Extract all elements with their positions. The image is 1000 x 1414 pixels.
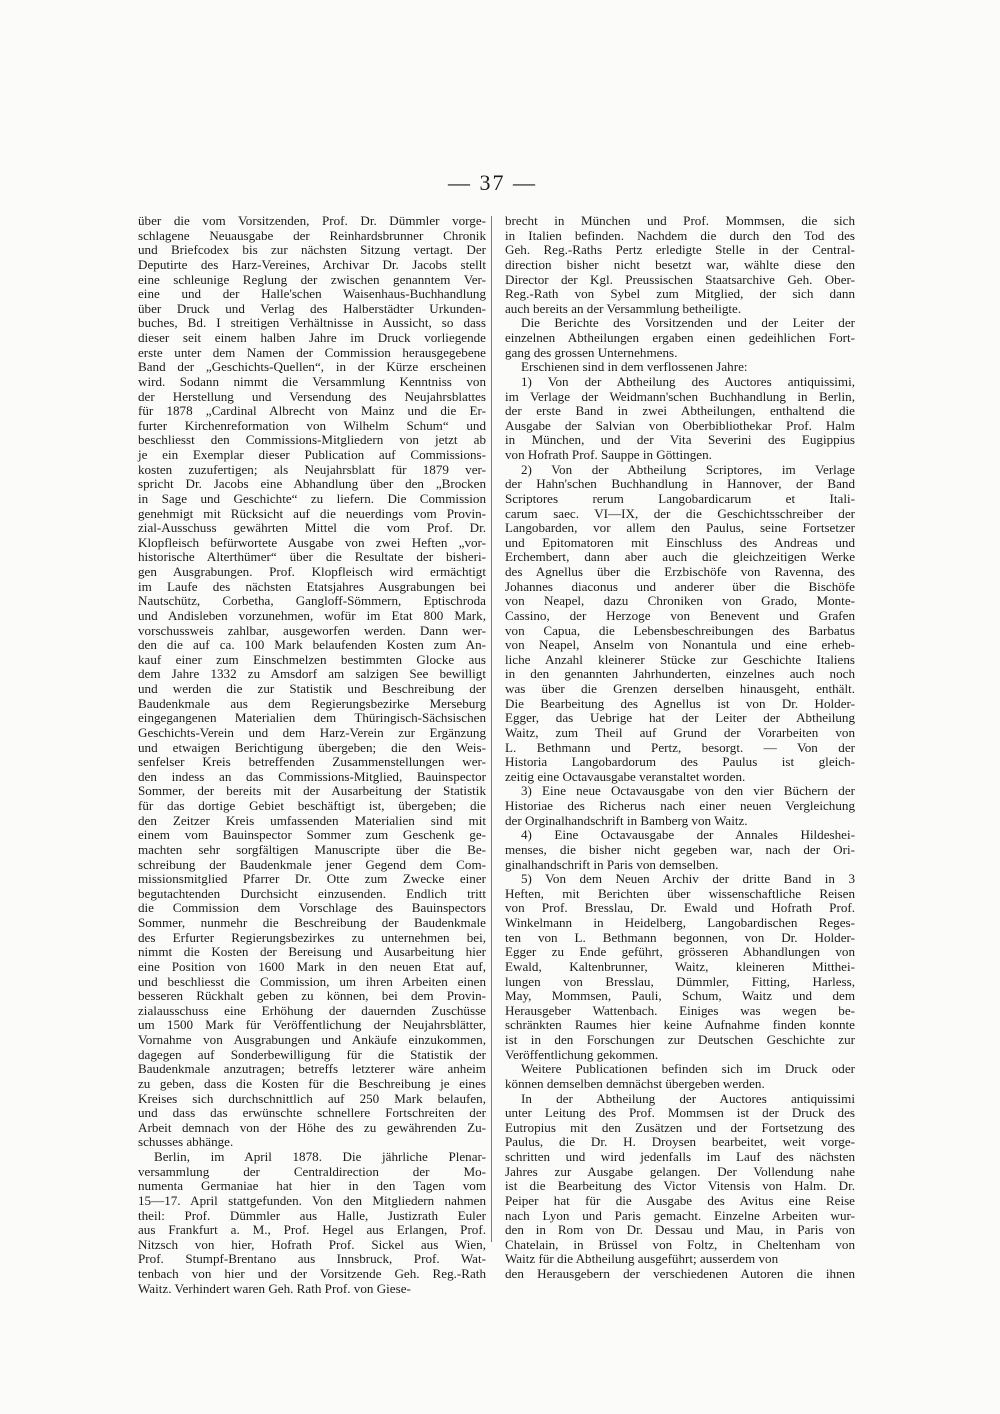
text-line: Ewald, Kaltenbrunner, Waitz, kleineren Mitthei- <box>505 958 855 974</box>
text-line: von Neapel, dazu Chroniken von Grado, Monte- <box>505 593 855 609</box>
text-line: Sommer, nunmehr die Beschreibung der Baudenkmale <box>138 915 486 930</box>
text-line: Klopfleisch befürwortete Ausgabe von zwei Heften „vor- <box>138 534 486 550</box>
text-line: kauf einer zum Einschmelzen bestimmten Glocke aus <box>138 651 486 667</box>
text-line: genehmigt mit Rücksicht auf die neuerdings vom Provin- <box>138 505 486 521</box>
text-line: 2) Von der Abtheilung Scriptores, im Verlage <box>521 461 855 477</box>
text-line: im Laufe des nächsten Etatsjahres Ausgrabungen bei <box>138 578 486 594</box>
text-line: und beschliesst die Commission, um ihren Arbeiten einen <box>138 973 486 989</box>
text-line: den in Rom von Dr. Dessau und Mau, in Paris von <box>505 1222 855 1238</box>
text-line: einem vom Bauinspector Sommer zum Geschenk ge- <box>138 827 486 843</box>
text-line: Langobarden, vor allem den Paulus, seine Fortsetzer <box>505 520 855 536</box>
text-line: was über die Grenzen derselben hinausgeht, enthält. <box>505 681 855 696</box>
text-line: dem Jahre 1332 zu Amsdorf am salzigen See bewilligt <box>138 666 486 682</box>
text-line: machten sehr sorgfältigen Manuscripte über die Be- <box>138 841 486 857</box>
text-line: kosten zuzufertigen; als Neujahrsblatt für 1879 ver- <box>138 461 486 477</box>
text-line: der erste Band in zwei Abtheilungen, enthaltend die <box>505 403 855 419</box>
text-line: Kreises sich durchschnittlich auf 250 Mark belaufen, <box>138 1090 486 1106</box>
text-line: 15—17. April stattgefunden. Von den Mitgliedern nahmen <box>138 1192 486 1208</box>
text-line: Eutropius mit den Zusätzen und der Fortsetzung des <box>505 1119 855 1135</box>
text-line: schusses abhänge. <box>138 1134 234 1150</box>
text-line: buches, Bd. I streitigen Verhältnisse in Aussicht, so dass <box>138 315 486 331</box>
text-line: Geh. Reg.-Raths Pertz erledigte Stelle in der Central- <box>505 242 855 258</box>
text-line: ist in den Forschungen zur Deutschen Geschichte zur <box>505 1032 855 1047</box>
text-line: Ausgabe der Salvian von Oberbibliothekar Prof. Halm <box>505 417 855 433</box>
text-line: Vornahme von Ausgrabungen und Ankäufe einzukommen, <box>138 1032 486 1047</box>
text-line: und werden die zur Statistik und Beschreibung der <box>138 681 486 696</box>
text-line: Prof. Stumpf-Brentano aus Innsbruck, Prof. Wat- <box>138 1251 486 1267</box>
text-line: direction bisher nicht besetzt war, wählte diese den <box>505 256 855 272</box>
text-line: Baudenkmale aus dem Regierungsbezirke Merseburg <box>138 695 486 711</box>
text-line: nimmt die Kosten der Bereisung und Ausarbeitung hier <box>138 944 486 960</box>
text-line: Egger, das Uebrige hat der Leiter der Abtheilung <box>505 710 855 726</box>
text-line: Erschienen sind in dem verflossenen Jahre: <box>521 359 748 375</box>
text-line: Nautschütz, Corbetha, Gangloff-Sömmern, Eptischroda <box>138 593 486 609</box>
text-line: gang des grossen Unternehmens. <box>505 344 678 360</box>
text-line: dagegen auf Sonderbewilligung für die Statistik der <box>138 1046 486 1062</box>
text-line: Historiae des Richerus nach einer neuen Vergleichung <box>505 798 855 813</box>
text-line: über die vom Vorsitzenden, Prof. Dr. Dümmler vorge- <box>138 213 486 228</box>
text-line: für 1878 „Cardinal Albrecht von Mainz und die Er- <box>138 403 486 419</box>
text-line: und etwaigen Berichtigung übergeben; die den Weis- <box>138 739 486 755</box>
text-line: von Neapel, Anselm von Nonantula und eine erheb- <box>505 637 855 653</box>
text-line: des Agnellus über die Erzbischöfe von Ravenna, des <box>505 564 855 579</box>
text-line: Cassino, der Herzoge von Benevent und Grafen <box>505 607 855 623</box>
text-line: besseren Rückhalt geben zu können, bei dem Provin- <box>138 988 486 1004</box>
text-line: Jahres zur Ausgabe gelangen. Der Vollendung nahe <box>505 1163 855 1179</box>
text-line: Paulus, die Dr. H. Droysen bearbeitet, weit vorge- <box>505 1134 855 1150</box>
text-line: im Verlage der Weidmann'schen Buchhandlung in Berlin, <box>505 388 855 404</box>
text-line: tenbach von hier und der Vorsitzende Geh. Reg.-Rath <box>138 1266 486 1281</box>
text-line: des Erfurter Regierungsbezirkes zu unternehmen bei, <box>138 929 486 945</box>
text-line: versammlung der Centraldirection der Mo- <box>138 1163 486 1179</box>
text-line: Band der „Geschichts-Quellen“, in der Kürze erscheinen <box>138 359 486 375</box>
text-line: schränkten Raumes hier keine Aufnahme finden konnte <box>505 1017 855 1033</box>
text-line: menses, die bisher nicht gegeben war, nach der Ori- <box>505 841 855 857</box>
text-line: Reg.-Rath von Sybel zum Mitglied, der sich dann <box>505 286 855 302</box>
text-line: um 1500 Mark für Veröffentlichung der Neujahrsblätter, <box>138 1017 486 1033</box>
text-line: furter Kirchenreformation von Wilhelm Schum“ und <box>138 417 486 433</box>
text-line: Heften, mit Berichten über wissenschaftliche Reisen <box>505 885 855 901</box>
text-line: zeitig eine Octavausgabe veranstaltet worden. <box>505 768 746 784</box>
text-line: von Prof. Bresslau, Dr. Ewald und Hofrath Prof. <box>505 900 855 916</box>
text-line: unter Leitung des Prof. Mommsen ist der Druck des <box>505 1105 855 1121</box>
text-line: wird. Sodann nimmt die Versammlung Kenntniss von <box>138 373 486 389</box>
text-line: begutachtenden Durchsicht einzusenden. Endlich tritt <box>138 885 486 901</box>
text-line: Herausgeber Wattenbach. Einiges was wegen be- <box>505 1002 855 1018</box>
text-line: senfelser Kreis betreffenden Zusammenstellungen wer- <box>138 754 486 770</box>
text-line: numenta Germaniae hat hier in den Tagen vom <box>138 1178 486 1194</box>
text-line: Winkelmann in Heidelberg, Langobardischen Reges- <box>505 915 855 930</box>
text-line: eine schleunige Reglung der zwischen genanntem Ver- <box>138 271 486 287</box>
text-line: Waitz, zum Theil auf Grund der Vorarbeiten von <box>505 724 855 740</box>
page-number: — 37 — <box>448 170 537 195</box>
text-line: den Zeitzer Kreis umfassenden Materialien sind mit <box>138 812 486 828</box>
text-line: für das dortige Gebiet beschäftigt ist, übergeben; die <box>138 798 486 813</box>
text-line: Sommer, der bereits mit der Ausarbeitung der Statistik <box>138 783 486 799</box>
text-line: 5) Von dem Neuen Archiv der dritte Band in 3 <box>521 871 855 887</box>
text-line: Die Bearbeitung des Agnellus ist von Dr. Holder- <box>505 695 855 711</box>
text-line: der Orginalhandschrift in Bamberg von Waitz. <box>505 812 748 828</box>
text-line: Waitz für die Abtheilung ausgeführt; ausserdem von <box>505 1251 779 1267</box>
text-line: missionsmitglied Pfarrer Dr. Otte zum Zwecke einer <box>138 871 486 887</box>
text-line: der Herstellung und Versendung des Neujahrsblattes <box>138 388 486 404</box>
text-line: in den genannten Jahrhunderten, einzelnes auch noch <box>505 666 855 682</box>
text-line: den Herausgebern der verschiedenen Autoren die ihnen <box>505 1266 855 1281</box>
text-line: Deputirte des Harz-Vereines, Archivar Dr. Jacobs stellt <box>138 256 486 272</box>
text-line: Veröffentlichung gekommen. <box>505 1046 659 1062</box>
text-line: gen Ausgrabungen. Prof. Klopfleisch wird ermächtigt <box>138 564 486 579</box>
text-line: Geschichts-Verein und dem Harz-Verein zur Ergänzung <box>138 724 486 740</box>
text-line: eine und der Halle'schen Waisenhaus-Buchhandlung <box>138 286 486 302</box>
text-line: carum saec. VI—IX, der die Geschichtsschreiber der <box>505 505 855 521</box>
text-line: und Andisleben vorzunehmen, wofür im Etat 800 Mark, <box>138 607 486 623</box>
text-line: von Hofrath Prof. Sauppe in Göttingen. <box>505 447 712 462</box>
text-line: spricht Dr. Jacobs eine Abhandlung über den „Brocken <box>138 476 486 492</box>
text-line: schritten und wird jedenfalls im Lauf des nächsten <box>505 1149 855 1164</box>
text-line: je ein Exemplar dieser Publication auf Commissions- <box>138 447 486 462</box>
text-line: In der Abtheilung der Auctores antiquissimi <box>521 1090 855 1106</box>
text-line: die Commission dem Vorschlage des Bauinspectors <box>138 900 486 916</box>
text-line: May, Mommsen, Pauli, Schum, Waitz und dem <box>505 988 855 1004</box>
text-line: nach Lyon und Paris gemacht. Einzelne Arbeiten wur- <box>505 1207 855 1223</box>
text-line: aus Frankfurt a. M., Prof. Hegel aus Erlangen, Prof. <box>138 1222 486 1238</box>
text-line: und Epitomatoren mit Einschluss des Andreas und <box>505 534 855 550</box>
text-line: beschliesst den Commissions-Mitgliedern von jetzt ab <box>138 432 486 448</box>
text-line: dieser seit einem halben Jahre im Druck vorliegende <box>138 330 486 345</box>
text-line: 1) Von der Abtheilung des Auctores antiquissimi, <box>521 373 855 389</box>
text-line: den indess an das Commissions-Mitglied, Bauinspector <box>138 768 486 784</box>
text-line: Erchembert, dann aber auch die gleichzeitigen Werke <box>505 549 855 565</box>
text-line: Nitzsch von hier, Hofrath Prof. Sickel aus Wien, <box>138 1236 486 1252</box>
text-line: Peiper hat für die Ausgabe des Avitus eine Reise <box>505 1192 855 1208</box>
text-line: Waitz. Verhindert waren Geh. Rath Prof. von Giese- <box>138 1280 411 1296</box>
text-line: zial-Ausschuss gewährten Mittel die vom Prof. Dr. <box>138 520 486 536</box>
left-text-column <box>138 214 486 1296</box>
text-line: schlagene Neuausgabe der Reinhardsbrunner Chronik <box>138 227 486 243</box>
text-line: über Druck und Verlag des Halberstädter Urkunden- <box>138 300 486 316</box>
text-line: eingegangenen Materialien dem Thüringisch-Sächsischen <box>138 710 486 726</box>
text-line: einzelnen Abtheilungen ergaben einen gedeihlichen Fort- <box>505 330 855 345</box>
text-line: und dass das erwünschte schnellere Fortschreiten der <box>138 1105 486 1121</box>
text-line: brecht in München und Prof. Mommsen, die sich <box>505 213 855 228</box>
text-line: Die Berichte des Vorsitzenden und der Leiter der <box>521 315 855 331</box>
text-line: den die auf ca. 100 Mark belaufenden Kosten zum An- <box>138 637 486 653</box>
text-line: theil: Prof. Dümmler aus Halle, Justizrath Euler <box>138 1207 486 1223</box>
text-line: Weitere Publicationen befinden sich im Druck oder <box>521 1061 855 1077</box>
text-line: 4) Eine Octavausgabe der Annales Hildeshei- <box>521 827 855 843</box>
text-line: erste unter dem Namen der Commission herausgegebene <box>138 344 486 360</box>
text-line: Johannes diaconus und anderer über die Bischöfe <box>505 578 855 594</box>
text-line: Egger zu Ende geführt, grösseren Abhandlungen von <box>505 944 855 960</box>
text-line: ginalhandschrift in Paris von demselben. <box>505 856 719 872</box>
text-line: in Sage und Geschichte“ zu liefern. Die Commission <box>138 490 486 506</box>
text-line: Historia Langobardorum des Paulus ist gleich- <box>505 754 855 770</box>
text-line: der Hahn'schen Buchhandlung in Hannover, der Band <box>505 476 855 492</box>
text-line: ten von L. Bethmann begonnen, von Dr. Holder- <box>505 929 855 945</box>
text-line: Arbeit demnach von der Höhe des zu gewährenden Zu- <box>138 1119 486 1135</box>
text-line: L. Bethmann und Pertz, besorgt. — Von der <box>505 739 855 755</box>
text-line: Director der Kgl. Preussischen Staatsarchive Geh. Ober- <box>505 271 855 287</box>
text-line: auch bereits an der Versammlung betheiligte. <box>505 300 742 316</box>
text-line: Berlin, im April 1878. Die jährliche Plenar- <box>154 1149 486 1164</box>
text-line: ist die Bearbeitung des Victor Vitensis von Halm. Dr. <box>505 1178 855 1194</box>
text-line: von Capua, die Lebensbeschreibungen des Barbatus <box>505 622 855 638</box>
text-line: Scriptores rerum Langobardicarum et Itali- <box>505 490 855 506</box>
text-line: und Briefcodex bis zur nächsten Sitzung vertagt. Der <box>138 242 486 258</box>
text-line: Chatelain, in Brüssel von Foltz, in Cheltenham von <box>505 1236 855 1252</box>
text-line: zu geben, dass die Kosten für die Beschreibung je eines <box>138 1075 486 1091</box>
text-line: vorschussweis zahlbar, ausgeworfen werden. Dann wer- <box>138 622 486 638</box>
text-line: zialausschuss eine Erhöhung der dauernden Zuschüsse <box>138 1002 486 1018</box>
text-line: schreibung der Baudenkmale jener Gegend dem Com- <box>138 856 486 872</box>
text-line: eine Position von 1600 Mark in den neuen Etat auf, <box>138 958 486 974</box>
text-line: Baudenkmale anzutragen; betreffs letzterer wäre anheim <box>138 1061 486 1077</box>
text-line: liche Anzahl kleinerer Stücke zur Geschichte Italiens <box>505 651 855 667</box>
text-line: lungen von Bresslau, Dümmler, Fitting, Harless, <box>505 973 855 989</box>
text-line: 3) Eine neue Octavausgabe von den vier Büchern der <box>521 783 855 799</box>
text-line: in Italien befinden. Nachdem die durch den Tod des <box>505 227 855 243</box>
text-line: historische Alterthümer“ über die Resultate der bisheri- <box>138 549 486 565</box>
text-line: können demselben demnächst übergeben werden. <box>505 1075 765 1091</box>
text-line: in München, und der Vita Severini des Eugippius <box>505 432 855 448</box>
column-divider <box>491 216 492 1242</box>
right-text-column <box>505 214 855 1282</box>
